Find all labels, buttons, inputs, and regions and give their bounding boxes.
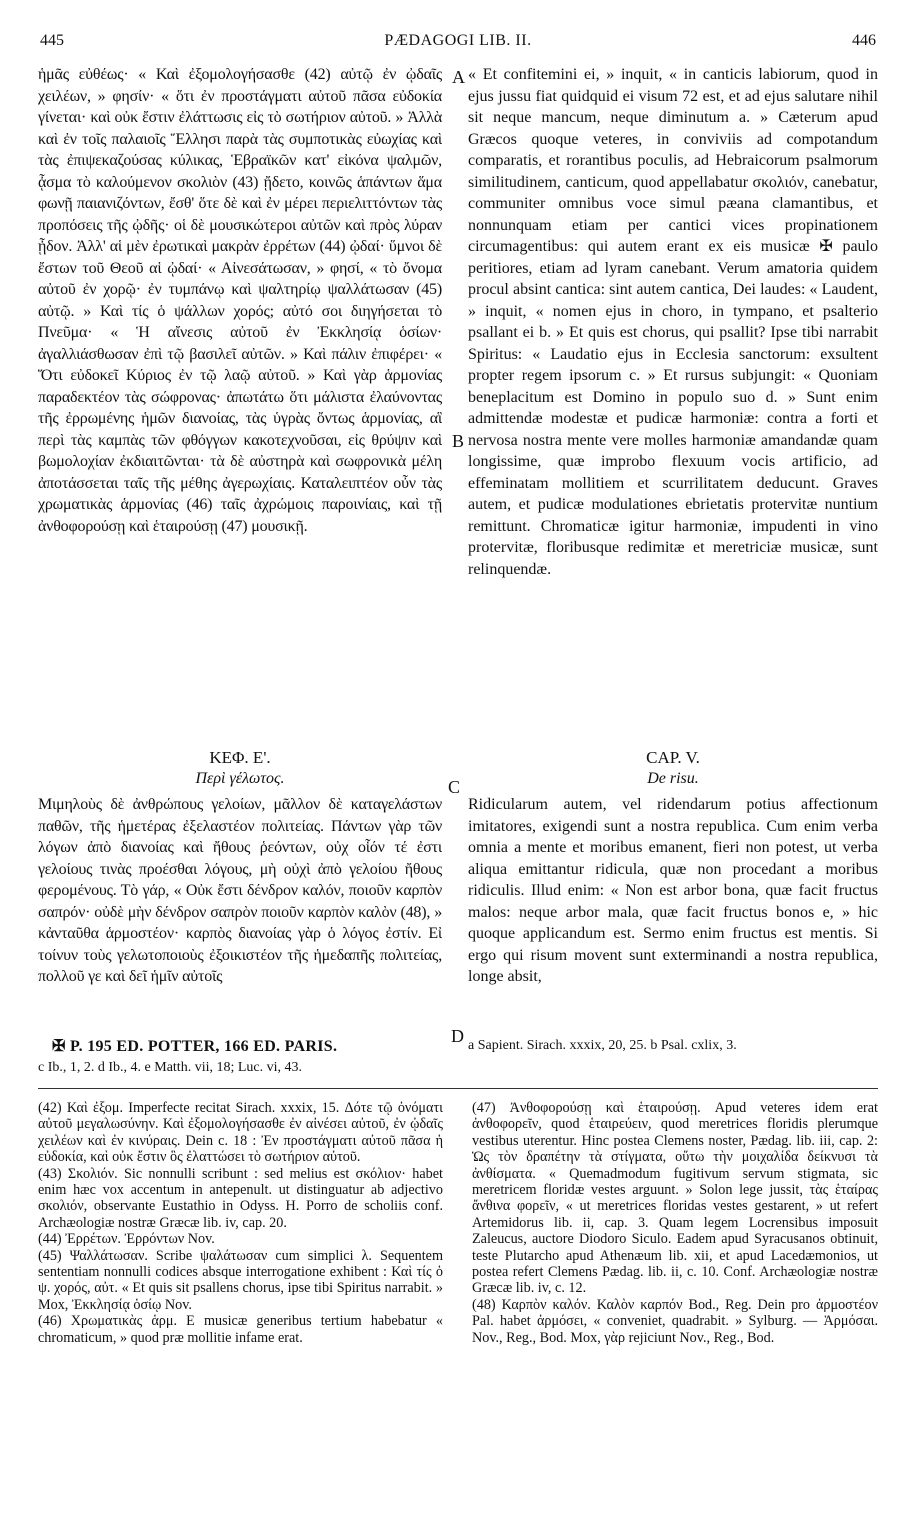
margin-letter-a: A xyxy=(452,67,465,87)
chapter-heading-latin: CAP. V. xyxy=(646,748,700,767)
greek-paragraph-top: ἡμᾶς εὐθέως· « Καὶ ἐξομολογήσασθε (42) αὐτῷ ἐν ᾠδαῖς χειλέων, » φησίν· « ὅτι ἐν προστάγματι αὐτοῦ πᾶσα εὐδοκία γίνεται· καὶ οὐκ ἔστιν ἐλάττωσις εἰς τὸ σωτήριον αὐτοῦ. » Ἀλλὰ καὶ ἐν τοῖς παλαιοῖς Ἕλλησι παρὰ τὰς συμποτικὰς εὐωχίας καὶ τὰς ἐπιψεκαζούσας κύλικας, Ἑβραϊκῶν κατ' εἰκόνα ψαλμῶν, ᾆσμα τὸ καλούμενον σκολιὸν (43) ᾔδετο, κοινῶς ἁπάντων ἅμα φωνῇ παιανιζόντων, ἔσθ' ὅτε δὲ καὶ ἐν μέρει περιελιττόντων τὰς προπόσεις τῆς ᾠδῆς· οἱ δὲ μουσικώτεροι αὐτῶν καὶ πρὸς λύραν ᾖδον. Ἀλλ' αἱ μὲν ἐρωτικαὶ μακρὰν ἐρρέτων (44) ᾠδαί· ὕμνοι δὲ ἔστων τοῦ Θεοῦ αἱ ᾠδαί· « Αἰνεσάτωσαν, » φησί, « τὸ ὄνομα αὐτοῦ ἐν χορῷ· ἐν τυμπάνῳ καὶ ψαλτηρίῳ ψαλλάτωσαν (45) αὐτῷ. » Καὶ τίς ὁ ψάλλων χορός; αὐτό σοι διηγήσεται τὸ Πνεῦμα· « Ἡ αἴνεσις αὐτοῦ ἐν Ἐκκλησίᾳ ὁσίων· ἀγαλλιάσθωσαν ἐπὶ τῷ βασιλεῖ αὐτῶν. » Καὶ πάλιν ἐπιφέρει· « Ὅτι εὐδοκεῖ Κύριος ἐν τῷ λαῷ αὐτοῦ. » Καὶ γὰρ ἁρμονίας παραδεκτέον τὰς σώφρονας· ἀπωτάτω ὅτι μάλιστα ἐλαύνοντας τῆς ἐρρωμένης ἡμῶν διανοίας, τὰς ὑγρὰς ὄντως ἁρμονίας, αἳ περὶ τὰς καμπὰς τῶν φθόγγων κακοτεχνοῦσαι, εἰς θρύψιν καὶ βωμολοχίαν ἐκδιαιτῶνται· τὰ δὲ αὐστηρὰ καὶ σωφρονικὰ μέλη ἀποτάσσεται ταῖς τῆς μέθης ἀγερωχίαις. Καταλειπτέον οὖν τὰς χρωματικὰς ἁρμονίας (46) ταῖς ἀχρώμοις παροινίαις, καὶ τῇ ἀνθοφορούσῃ καὶ ἑταιρούσῃ (47) μουσικῇ. xyxy=(38,66,442,535)
greek-column-top xyxy=(38,64,442,694)
note-47: (47) Ἀνθοφορούσῃ καὶ ἑταιρούσῃ. Apud veteres idem erat ἀνθοφορεῖν, quod ἑταιρεύειν, quod meretrices floridis plerumque vestibus uterentur. Hinc postea Clemens noster, Pædag. lib. iii, cap. 2: Ὡς τὸν δραπέτην τὰ στίγματα, οὕτω τὴν μοιχαλίδα δείκνυσι τὰ ἀνθίσματα. « Quemadmodum fugitivum servum stigmata, sic meretricem floridæ vestes arguunt. » Solon lege jussit, τὰς ἑταίρας ἄνθινα φορεῖν, « ut meretrices floridas vestes gestarent, » ut refert Artemidorus lib. ii, cap. 3. Quam legem Locrensibus imposuit Zaleucus, auctore Diodoro Siculo. Eadem apud Syracusanos obtinuit, teste Plutarcho apud Athenæum lib. xii, et apud Lacedæmonios, ut postea refert Clemens Pædag. lib. ii, c. 10. Conf. Archæologiæ nostræ Græcæ lib. iv, c. 12. xyxy=(472,1100,878,1297)
scripture-refs-right: a Sapient. Sirach. xxxix, 20, 25. b Psal. cxlix, 3. xyxy=(468,1038,737,1053)
note-46: (46) Χρωματικὰς ἁρμ. E musicæ generibus tertium habebatur « chromaticum, » quod præ mollitie infame erat. xyxy=(38,1313,443,1346)
latin-column-chapter xyxy=(468,794,878,1030)
note-48: (48) Καρπὸν καλόν. Καλὸν καρπόν Bod., Reg. Dein pro ἁρμοστέον Pal. habet ἁρμόσει, « conveniet, quadrabit. » Sylburg. — Ἁρμόσαι. Nov., Reg., Bod. Mox, γὰρ rejiciunt Nov., Reg., Bod. xyxy=(472,1296,878,1346)
notes-column-right xyxy=(472,1100,878,1510)
chapter-title-greek: Περὶ γέλωτος. xyxy=(195,770,285,787)
right-page-number: 446 xyxy=(852,32,876,49)
margin-letter-b: B xyxy=(452,431,465,451)
notes-column-left xyxy=(38,1100,443,1510)
note-42: (42) Καὶ ἐξομ. Imperfecte recitat Sirach. xxxix, 15. Δότε τῷ ὀνόματι αὐτοῦ μεγαλωσύνην. Καὶ ἐξομολογήσασθε ἐν αἰνέσει αὐτοῦ, ἐν ᾠδαῖς χειλέων καὶ ἐν κινύραις. Dein c. 18 : Ἐν προστάγματι αὐτοῦ πᾶσα ἡ εὐδοκία, καὶ οὐκ ἔστιν ὃς ἐλαττώσει τὸ σωτήριον αὐτοῦ. xyxy=(38,1100,443,1166)
note-45: (45) Ψαλλάτωσαν. Scribe ψαλάτωσαν cum simplici λ. Sequentem sententiam nonnulli codices absque interrogatione exhibent : Καὶ τίς ὁ ψ. χορός, αὐτ. « Et quis sit psallens chorus, ipse tibi Spiritus narrabit. » Mox, Ἐκκλησίᾳ ὁσίῳ Nov. xyxy=(38,1247,443,1313)
chapter-title-latin: De risu. xyxy=(647,770,699,787)
note-44: (44) Ἐρρέτων. Ἐρρόντων Nov. xyxy=(38,1231,215,1248)
running-title: PÆDAGOGI LIB. II. xyxy=(384,32,532,49)
greek-column-chapter xyxy=(38,794,442,1030)
margin-letter-c: C xyxy=(448,777,461,797)
latin-paragraph-top: « Et confitemini ei, » inquit, « in canticis labiorum, quod in ejus jussu fiat quidquid ei visum 72 est, et ad ejus salutare nihil sit neque mancum, neque diminutum a. » Cæterum apud Græcos quoque veteres, in conviviis ad compotandum comparatis, et rorantibus poculis, ad Hebraicorum psalmorum similitudinem, canticum, quod appellabatur σκολιόν, canebatur, communiter omnibus voce simul pæana clamantibus, et nonnunquam etiam per cantici vices propinationem circumagentibus: qui autem erant ex eis musicæ ✠ paulo peritiores, etiam ad lyram canebant. Verum amatoria quidem procul absint cantica: sint autem cantica, Dei laudes: « Laudent, » inquit, « nomen ejus in choro, in tympano, et psalterio psallant ei b. » Et quis est chorus, qui psallit? Ipse tibi narrabit Spiritus: « Laudatio ejus in Ecclesia sanctorum: exsultent propter regem ipsorum c. » Et rursus subjungit: « Quoniam beneplacitum est Domino in populo suo d. » Sunt enim admittendæ modestæ et pudicæ harmoniæ: contra a forti et nervosa nostra mente vere molles harmoniæ amandandæ quam longissime, quæ improbo flexuum vocis artificio, ad effeminatam mollitiem et scurrilitatem deducunt. Graves autem, et pudicæ modulationes ebrietatis protervitæ nuntium remittunt. Chromaticæ igitur harmoniæ, impudenti in vino protervitæ, floribusque redimitæ et meretriciæ musicæ, sunt relinquendæ. xyxy=(468,66,878,578)
margin-letter-d: D xyxy=(451,1026,464,1046)
note-43: (43) Σκολιόν. Sic nonnulli scribunt : sed melius est σκόλιον· habet enim hæc vox accentum in antepenult. ut distinguatur ab adjectivo σκολιόν, observante Eustathio in Odyss. H. Porro de scholiis conf. Archæologiæ nostræ Græcæ lib. iv, cap. 20. xyxy=(38,1165,443,1231)
notes-divider xyxy=(38,1088,878,1089)
latin-column-top xyxy=(468,64,878,741)
latin-paragraph-chapter: Ridicularum autem, vel ridendarum potius affectionum imitatores, exigendi sunt a nostra republica. Cum enim verba omnia a mente et moribus emanent, fieri non potest, ut verba aliqua emittantur ridicula, quæ non procedant a moribus ridiculis. Illud enim: « Non est arbor bona, quæ facit fructus malos: neque arbor mala, quæ facit fructus bonos e, » hic quoque applicandum est. Sermo enim fructus est mentis. Si ergo qui risum movent sunt exterminandi a nostra republica, longe absit, xyxy=(468,796,878,985)
left-page-number: 445 xyxy=(40,32,64,49)
chapter-heading-greek: ΚΕΦ. Ε'. xyxy=(209,748,271,767)
edition-reference: ✠ P. 195 ED. POTTER, 166 ED. PARIS. xyxy=(52,1038,338,1055)
scripture-refs-left: c Ib., 1, 2. d Ib., 4. e Matth. vii, 18; Luc. vi, 43. xyxy=(38,1060,303,1075)
greek-paragraph-chapter: Μιμηλοὺς δὲ ἀνθρώπους γελοίων, μᾶλλον δὲ καταγελάστων παθῶν, τῆς ἡμετέρας ἐξελαστέον πολιτείας. Πάντων γὰρ τῶν λόγων ἀπὸ διανοίας καὶ ἤθους ῥεόντων, οὐχ οἷόν τέ ἐστι γελοίους τινὰς προέσθαι λόγους, μὴ οὐχὶ ἀπὸ γελοίου ἤθους φερομένους. Τὸ γάρ, « Οὐκ ἔστι δένδρον καλόν, ποιοῦν καρπὸν σαπρόν· οὐδὲ μὴν δένδρον σαπρὸν ποιοῦν καρπὸν καλὸν (48), » κἀνταῦθα ἁρμοστέον· καρπὸς διανοίας γὰρ ὁ λόγος ἐστίν. Εἰ τοίνυν τοὺς γελωτοποιοὺς ἐξοικιστέον τῆς ἡμεδαπῆς πολιτείας, πολλοῦ γε καὶ δεῖ ἡμῖν αὐτοῖς xyxy=(38,796,442,985)
